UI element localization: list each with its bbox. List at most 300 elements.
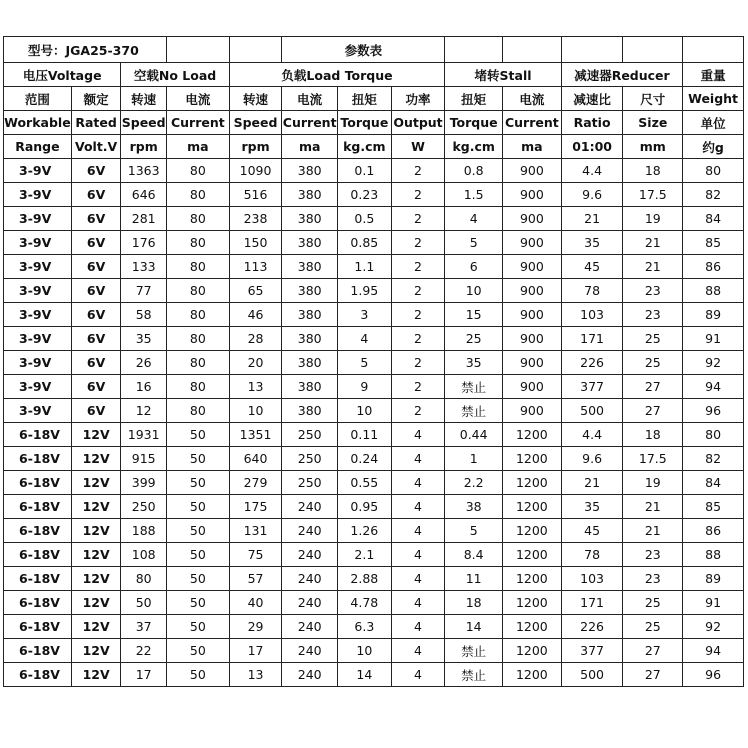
cell-range: 3-9V [4,159,72,183]
header-cn-output: 功率 [391,87,445,111]
cell-load-current: 250 [282,447,338,471]
cell-output: 4 [391,615,445,639]
cell-noload-speed: 176 [121,231,167,255]
cell-ratio: 103 [561,303,623,327]
cell-load-current: 380 [282,255,338,279]
cell-noload-current: 80 [166,207,229,231]
cell-noload-current: 80 [166,375,229,399]
cell-noload-current: 80 [166,183,229,207]
cell-ratio: 103 [561,567,623,591]
cell-rated: 6V [71,231,121,255]
header-cn-noload-current: 电流 [166,87,229,111]
cell-rated: 12V [71,639,121,663]
cell-stall-current: 1200 [503,447,562,471]
header-en-size: Size [623,111,683,135]
cell-ratio: 21 [561,207,623,231]
header-cn-weight: Weight [683,87,744,111]
header-en-noload-speed: Speed [121,111,167,135]
cell-stall-current: 900 [503,303,562,327]
unit-size: mm [623,135,683,159]
cell-rated: 6V [71,375,121,399]
cell-noload-current: 50 [166,591,229,615]
table-row [4,183,744,207]
cell-stall-torque: 禁止 [445,399,503,423]
table-row [4,591,744,615]
cell-load-speed: 113 [229,255,282,279]
empty-cell [623,37,683,63]
cell-weight: 92 [683,615,744,639]
cell-ratio: 9.6 [561,183,623,207]
cell-noload-current: 50 [166,471,229,495]
cell-range: 6-18V [4,543,72,567]
cell-load-current: 240 [282,567,338,591]
empty-cell [445,37,503,63]
cell-stall-current: 1200 [503,639,562,663]
group-header-row [4,63,744,87]
cell-noload-current: 80 [166,303,229,327]
cell-noload-speed: 35 [121,327,167,351]
table-row [4,423,744,447]
cell-range: 3-9V [4,399,72,423]
cell-load-speed: 57 [229,567,282,591]
cell-load-current: 380 [282,159,338,183]
cell-load-speed: 46 [229,303,282,327]
cell-range: 3-9V [4,279,72,303]
cell-ratio: 500 [561,399,623,423]
cell-load-speed: 1351 [229,423,282,447]
cell-rated: 12V [71,447,121,471]
cell-stall-current: 1200 [503,423,562,447]
table-row [4,255,744,279]
unit-stall-current: ma [503,135,562,159]
cell-stall-current: 900 [503,207,562,231]
cell-noload-speed: 26 [121,351,167,375]
cell-weight: 88 [683,543,744,567]
cell-size: 25 [623,351,683,375]
cell-weight: 86 [683,255,744,279]
cell-stall-current: 900 [503,399,562,423]
cell-load-speed: 40 [229,591,282,615]
cell-stall-current: 900 [503,159,562,183]
cell-load-speed: 10 [229,399,282,423]
cell-output: 4 [391,495,445,519]
cell-range: 6-18V [4,615,72,639]
cell-stall-torque: 15 [445,303,503,327]
header-cn-size: 尺寸 [623,87,683,111]
cell-stall-torque: 35 [445,351,503,375]
cell-weight: 91 [683,327,744,351]
cell-load-speed: 13 [229,375,282,399]
cell-range: 3-9V [4,255,72,279]
cell-size: 23 [623,567,683,591]
cell-load-current: 380 [282,351,338,375]
cell-range: 6-18V [4,639,72,663]
cell-load-torque: 0.24 [338,447,392,471]
cell-stall-current: 1200 [503,663,562,687]
cell-ratio: 226 [561,615,623,639]
cell-weight: 82 [683,447,744,471]
cell-load-torque: 5 [338,351,392,375]
cell-stall-torque: 10 [445,279,503,303]
unit-range: Range [4,135,72,159]
header-en-noload-current: Current [166,111,229,135]
header-en-output: Output [391,111,445,135]
cell-output: 2 [391,255,445,279]
cell-rated: 6V [71,207,121,231]
cell-ratio: 377 [561,375,623,399]
cell-stall-current: 1200 [503,615,562,639]
unit-ratio: 01:00 [561,135,623,159]
cell-rated: 12V [71,615,121,639]
cell-noload-speed: 1931 [121,423,167,447]
cell-load-torque: 9 [338,375,392,399]
empty-cell [561,37,623,63]
cell-noload-speed: 16 [121,375,167,399]
cell-ratio: 4.4 [561,159,623,183]
cell-load-torque: 10 [338,639,392,663]
cell-weight: 92 [683,351,744,375]
cell-noload-speed: 281 [121,207,167,231]
unit-load-speed: rpm [229,135,282,159]
cell-output: 2 [391,303,445,327]
header-en-rated: Rated [71,111,121,135]
cell-output: 2 [391,183,445,207]
table-row [4,279,744,303]
group-weight: 重量 [683,63,744,87]
group-stall: 堵转Stall [445,63,561,87]
group-reducer: 减速器Reducer [561,63,682,87]
cell-weight: 84 [683,471,744,495]
group-no-load: 空载No Load [121,63,229,87]
cell-stall-current: 1200 [503,471,562,495]
cell-noload-current: 80 [166,255,229,279]
cell-ratio: 78 [561,279,623,303]
cell-output: 2 [391,159,445,183]
cell-noload-speed: 77 [121,279,167,303]
cell-noload-current: 80 [166,231,229,255]
cell-size: 19 [623,471,683,495]
cell-range: 6-18V [4,591,72,615]
cell-stall-current: 1200 [503,543,562,567]
table-row [4,447,744,471]
cell-rated: 12V [71,663,121,687]
empty-cell [166,37,229,63]
cell-load-torque: 0.11 [338,423,392,447]
table-row [4,159,744,183]
empty-cell [683,37,744,63]
cell-output: 4 [391,639,445,663]
cell-ratio: 226 [561,351,623,375]
cell-ratio: 21 [561,471,623,495]
header-en-load-speed: Speed [229,111,282,135]
cell-range: 6-18V [4,471,72,495]
cell-load-current: 240 [282,615,338,639]
cell-load-torque: 0.85 [338,231,392,255]
table-row [4,375,744,399]
table-row [4,303,744,327]
cell-stall-torque: 禁止 [445,375,503,399]
cell-size: 21 [623,519,683,543]
cell-rated: 6V [71,327,121,351]
cell-noload-current: 50 [166,519,229,543]
cell-rated: 12V [71,519,121,543]
cell-stall-current: 1200 [503,519,562,543]
cell-load-speed: 17 [229,639,282,663]
cell-stall-torque: 禁止 [445,639,503,663]
cell-size: 21 [623,255,683,279]
cell-ratio: 377 [561,639,623,663]
cell-stall-current: 1200 [503,567,562,591]
cell-stall-torque: 38 [445,495,503,519]
cell-load-speed: 238 [229,207,282,231]
header-cn-load-current: 电流 [282,87,338,111]
cell-noload-current: 80 [166,351,229,375]
header-cn-stall-current: 电流 [503,87,562,111]
cell-ratio: 45 [561,519,623,543]
cell-range: 6-18V [4,423,72,447]
cell-range: 6-18V [4,519,72,543]
cell-stall-torque: 1 [445,447,503,471]
cell-noload-speed: 22 [121,639,167,663]
cell-noload-speed: 915 [121,447,167,471]
cell-output: 4 [391,423,445,447]
cell-range: 3-9V [4,375,72,399]
unit-weight: 约g [683,135,744,159]
cell-size: 23 [623,303,683,327]
unit-load-current: ma [282,135,338,159]
table-row [4,543,744,567]
cell-size: 25 [623,615,683,639]
cell-noload-speed: 108 [121,543,167,567]
header-en-stall-torque: Torque [445,111,503,135]
cell-stall-torque: 8.4 [445,543,503,567]
cell-rated: 12V [71,471,121,495]
cell-load-speed: 516 [229,183,282,207]
header-en-load-torque: Torque [338,111,392,135]
cell-load-current: 240 [282,639,338,663]
cell-ratio: 45 [561,255,623,279]
cell-load-current: 240 [282,495,338,519]
cell-stall-torque: 18 [445,591,503,615]
cell-load-current: 380 [282,327,338,351]
cell-range: 6-18V [4,663,72,687]
cell-size: 21 [623,495,683,519]
cell-load-current: 240 [282,663,338,687]
header-en-load-current: Current [282,111,338,135]
cell-load-speed: 150 [229,231,282,255]
cell-load-speed: 640 [229,447,282,471]
unit-rated: Volt.V [71,135,121,159]
header-en-ratio: Ratio [561,111,623,135]
cell-rated: 6V [71,183,121,207]
motor-parameter-table [3,36,744,687]
cell-stall-torque: 1.5 [445,183,503,207]
cell-noload-speed: 58 [121,303,167,327]
cell-noload-speed: 188 [121,519,167,543]
cell-output: 2 [391,399,445,423]
cell-output: 2 [391,351,445,375]
cell-size: 18 [623,423,683,447]
cell-weight: 94 [683,375,744,399]
group-voltage: 电压Voltage [4,63,121,87]
cell-output: 4 [391,543,445,567]
cell-range: 3-9V [4,351,72,375]
cell-output: 4 [391,471,445,495]
cell-noload-current: 50 [166,495,229,519]
cell-weight: 86 [683,519,744,543]
cell-size: 23 [623,543,683,567]
cell-stall-torque: 0.8 [445,159,503,183]
cell-weight: 94 [683,639,744,663]
cell-load-torque: 1.95 [338,279,392,303]
cell-stall-torque: 5 [445,519,503,543]
cell-load-torque: 3 [338,303,392,327]
header-en-stall-current: Current [503,111,562,135]
cell-load-torque: 6.3 [338,615,392,639]
cell-stall-torque: 5 [445,231,503,255]
cell-output: 2 [391,375,445,399]
cell-load-speed: 29 [229,615,282,639]
cell-stall-current: 1200 [503,495,562,519]
cell-output: 4 [391,663,445,687]
cell-size: 27 [623,399,683,423]
cell-noload-current: 80 [166,327,229,351]
cell-noload-current: 50 [166,543,229,567]
cell-noload-current: 50 [166,639,229,663]
table-row [4,351,744,375]
cell-load-current: 380 [282,207,338,231]
header-cn-stall-torque: 扭矩 [445,87,503,111]
cell-load-torque: 0.55 [338,471,392,495]
cell-ratio: 9.6 [561,447,623,471]
cell-noload-speed: 50 [121,591,167,615]
cell-output: 2 [391,279,445,303]
cell-rated: 6V [71,159,121,183]
cell-load-speed: 175 [229,495,282,519]
parameter-table-title: 参数表 [282,37,445,63]
cell-stall-torque: 禁止 [445,663,503,687]
cell-load-speed: 1090 [229,159,282,183]
cell-range: 3-9V [4,303,72,327]
empty-cell [229,37,282,63]
cell-ratio: 78 [561,543,623,567]
table-row [4,615,744,639]
cell-load-torque: 1.1 [338,255,392,279]
cell-rated: 12V [71,495,121,519]
cell-load-speed: 13 [229,663,282,687]
cell-range: 6-18V [4,447,72,471]
cell-load-current: 250 [282,423,338,447]
cell-load-torque: 10 [338,399,392,423]
cell-output: 4 [391,447,445,471]
cell-noload-speed: 399 [121,471,167,495]
table-row [4,663,744,687]
cell-stall-current: 900 [503,255,562,279]
header-cn-range: 范围 [4,87,72,111]
unit-noload-speed: rpm [121,135,167,159]
cell-stall-torque: 11 [445,567,503,591]
cell-weight: 89 [683,567,744,591]
cell-size: 19 [623,207,683,231]
cell-ratio: 35 [561,231,623,255]
header-cn-load-torque: 扭矩 [338,87,392,111]
cell-size: 18 [623,159,683,183]
cell-noload-current: 50 [166,447,229,471]
cell-load-current: 240 [282,519,338,543]
cell-noload-current: 50 [166,567,229,591]
cell-stall-current: 900 [503,351,562,375]
cell-range: 6-18V [4,567,72,591]
cell-size: 21 [623,231,683,255]
cell-load-speed: 75 [229,543,282,567]
cell-load-current: 380 [282,303,338,327]
cell-weight: 80 [683,423,744,447]
cell-range: 3-9V [4,327,72,351]
cell-size: 23 [623,279,683,303]
table-row [4,639,744,663]
cell-weight: 85 [683,231,744,255]
cell-range: 3-9V [4,207,72,231]
cell-rated: 6V [71,255,121,279]
cell-rated: 6V [71,279,121,303]
cell-noload-current: 80 [166,159,229,183]
cell-stall-current: 1200 [503,591,562,615]
unit-load-torque: kg.cm [338,135,392,159]
cell-load-speed: 65 [229,279,282,303]
cell-load-torque: 0.1 [338,159,392,183]
cell-size: 25 [623,591,683,615]
table-row [4,231,744,255]
table-row [4,207,744,231]
cell-ratio: 35 [561,495,623,519]
unit-noload-current: ma [166,135,229,159]
cell-stall-current: 900 [503,327,562,351]
cell-rated: 12V [71,591,121,615]
cell-stall-current: 900 [503,231,562,255]
chinese-header-row [4,87,744,111]
cell-stall-current: 900 [503,375,562,399]
cell-size: 17.5 [623,183,683,207]
cell-load-torque: 0.5 [338,207,392,231]
cell-load-speed: 131 [229,519,282,543]
cell-rated: 6V [71,399,121,423]
cell-output: 2 [391,231,445,255]
cell-load-current: 380 [282,399,338,423]
cell-load-speed: 279 [229,471,282,495]
empty-cell [503,37,562,63]
cell-load-torque: 4.78 [338,591,392,615]
cell-size: 27 [623,375,683,399]
cell-load-torque: 0.95 [338,495,392,519]
cell-stall-torque: 2.2 [445,471,503,495]
cell-load-torque: 2.1 [338,543,392,567]
cell-output: 4 [391,591,445,615]
cell-load-speed: 28 [229,327,282,351]
cell-size: 25 [623,327,683,351]
cell-ratio: 500 [561,663,623,687]
cell-stall-torque: 4 [445,207,503,231]
header-en-weight: 单位 [683,111,744,135]
table-row [4,399,744,423]
cell-load-torque: 4 [338,327,392,351]
header-cn-load-speed: 转速 [229,87,282,111]
cell-load-torque: 2.88 [338,567,392,591]
unit-row [4,135,744,159]
cell-noload-speed: 646 [121,183,167,207]
cell-stall-torque: 0.44 [445,423,503,447]
header-cn-noload-speed: 转速 [121,87,167,111]
cell-noload-speed: 17 [121,663,167,687]
